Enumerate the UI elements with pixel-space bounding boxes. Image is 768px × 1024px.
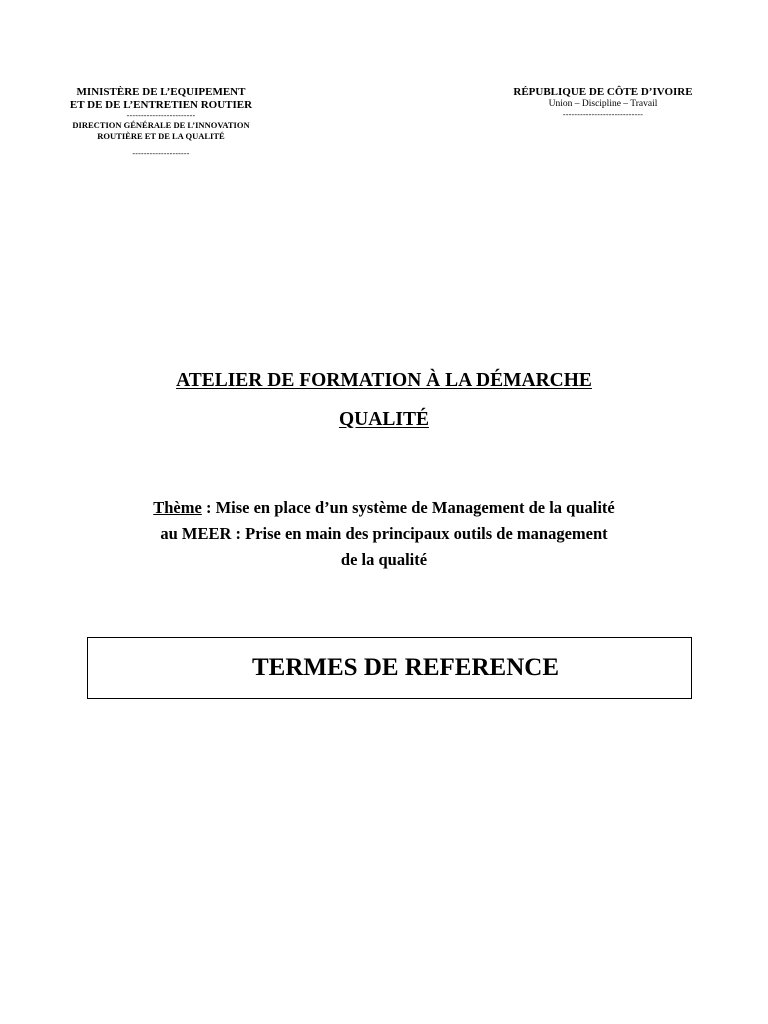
theme-text-line1: : Mise en place d’un système de Management de la qualité <box>201 498 615 517</box>
ministry-name-line2: ET DE DE L’ENTRETIEN ROUTIER <box>69 99 253 111</box>
republic-separator: ---------------------------- <box>562 110 644 119</box>
theme-paragraph <box>70 495 698 573</box>
terms-of-reference-title: TERMES DE REFERENCE <box>252 654 559 681</box>
theme-text-line3: de la qualité <box>340 550 428 569</box>
document-title-line2: QUALITÉ <box>339 409 429 430</box>
theme-line1 <box>70 495 698 521</box>
document-title-line1: ATELIER DE FORMATION À LA DÉMARCHE <box>176 370 592 391</box>
ministry-separator: ------------------------ <box>126 111 196 120</box>
ministry-name-line1: MINISTÈRE DE L’EQUIPEMENT <box>76 86 246 98</box>
republic-header <box>498 86 708 119</box>
theme-text-line2: au MEER : Prise en main des principaux outils de management <box>160 524 608 543</box>
direction-separator: -------------------- <box>132 149 190 158</box>
ministry-header <box>50 86 272 158</box>
direction-name-line2: ROUTIÈRE ET DE LA QUALITÉ <box>97 131 225 141</box>
theme-label: Thème <box>153 498 202 517</box>
national-motto: Union – Discipline – Travail <box>548 99 658 109</box>
terms-of-reference-box <box>87 637 692 699</box>
direction-name-line1: DIRECTION GÉNÉRALE DE L’INNOVATION <box>72 120 250 130</box>
republic-name: RÉPUBLIQUE DE CÔTE D’IVOIRE <box>513 86 693 98</box>
